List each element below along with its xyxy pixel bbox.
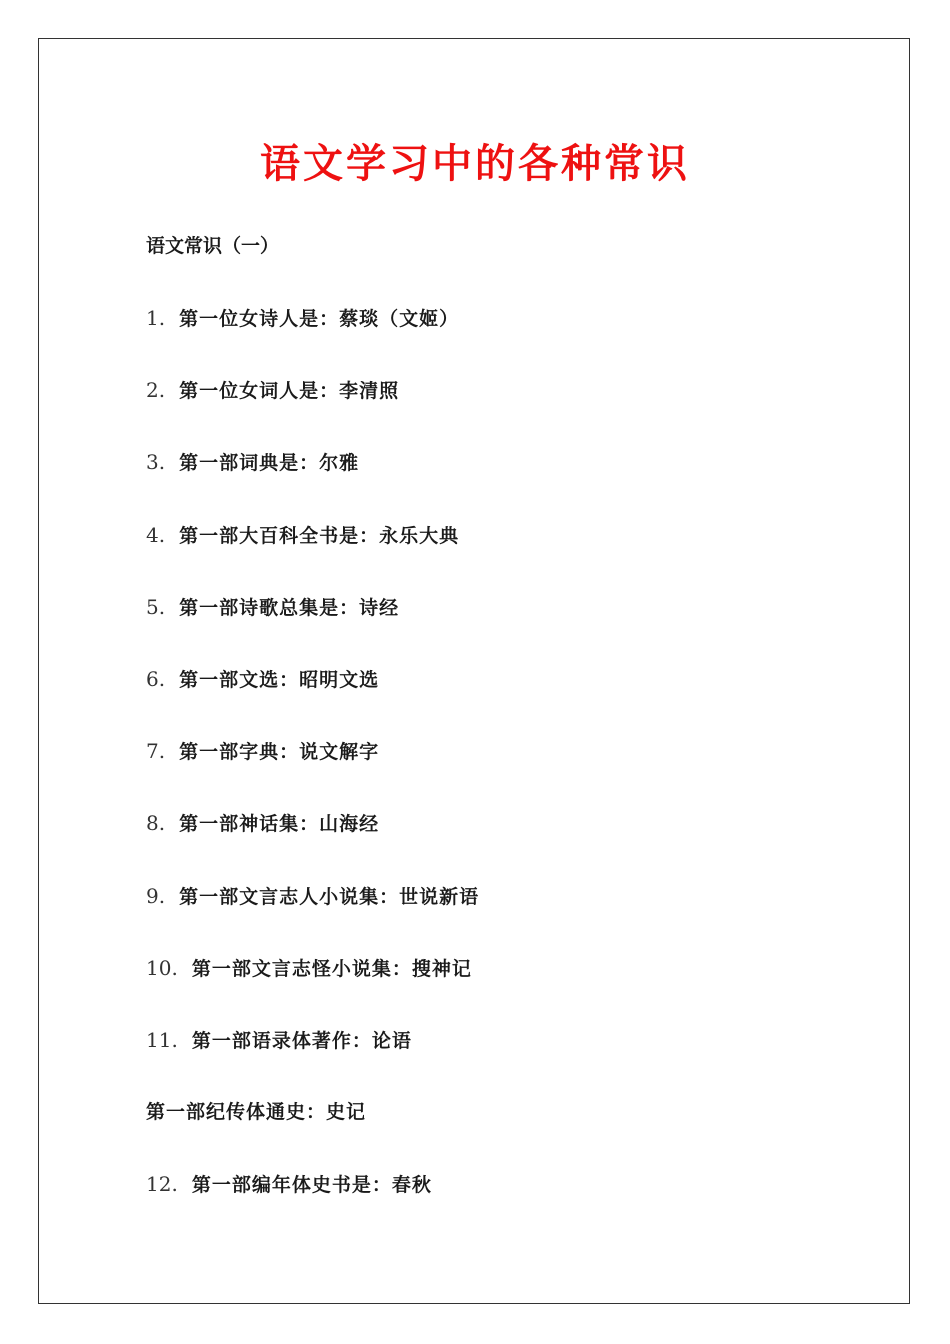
list-item <box>146 737 479 809</box>
list-item <box>146 809 479 881</box>
list-item <box>146 593 479 665</box>
list-item <box>146 1170 479 1242</box>
list-item <box>146 521 479 593</box>
list-item <box>146 1026 479 1098</box>
list-item <box>146 448 479 520</box>
knowledge-list <box>146 304 479 1242</box>
item-text: 第一部大百科全书是：永乐大典 <box>179 524 460 547</box>
list-item <box>146 304 479 376</box>
item-text: 第一位女词人是：李清照 <box>179 380 400 403</box>
item-text: 第一部纪传体通史：史记 <box>146 1101 367 1124</box>
document-title: 语文学习中的各种常识 <box>260 141 690 187</box>
item-number: 4. <box>146 522 166 547</box>
item-number: 3. <box>146 450 166 475</box>
item-text: 第一部词典是：尔雅 <box>179 452 360 475</box>
item-number: 6. <box>146 666 166 691</box>
item-number: 10. <box>146 955 178 980</box>
section-heading: 语文常识（一） <box>146 235 280 257</box>
item-text: 第一部神话集：山海经 <box>179 813 380 836</box>
item-number: 12. <box>146 1172 178 1197</box>
item-text: 第一部字典：说文解字 <box>179 741 380 764</box>
item-number: 7. <box>146 739 166 764</box>
item-number: 9. <box>146 883 166 908</box>
item-number: 8. <box>146 811 166 836</box>
item-number: 2. <box>146 378 166 403</box>
item-text: 第一部文言志怪小说集：搜神记 <box>191 957 472 980</box>
item-number: 5. <box>146 594 166 619</box>
list-item <box>146 954 479 1026</box>
item-text: 第一部文选：昭明文选 <box>179 668 380 691</box>
list-item <box>146 376 479 448</box>
item-text: 第一部语录体著作：论语 <box>191 1029 412 1052</box>
item-text: 第一部文言志人小说集：世说新语 <box>179 885 480 908</box>
item-text: 第一位女诗人是：蔡琰（文姬） <box>179 308 460 330</box>
item-text: 第一部编年体史书是：春秋 <box>191 1174 432 1197</box>
list-item <box>146 1098 479 1170</box>
list-item <box>146 882 479 954</box>
list-item <box>146 665 479 737</box>
item-number: 1. <box>146 306 166 330</box>
item-number: 11. <box>146 1027 178 1052</box>
item-text: 第一部诗歌总集是：诗经 <box>179 596 400 619</box>
